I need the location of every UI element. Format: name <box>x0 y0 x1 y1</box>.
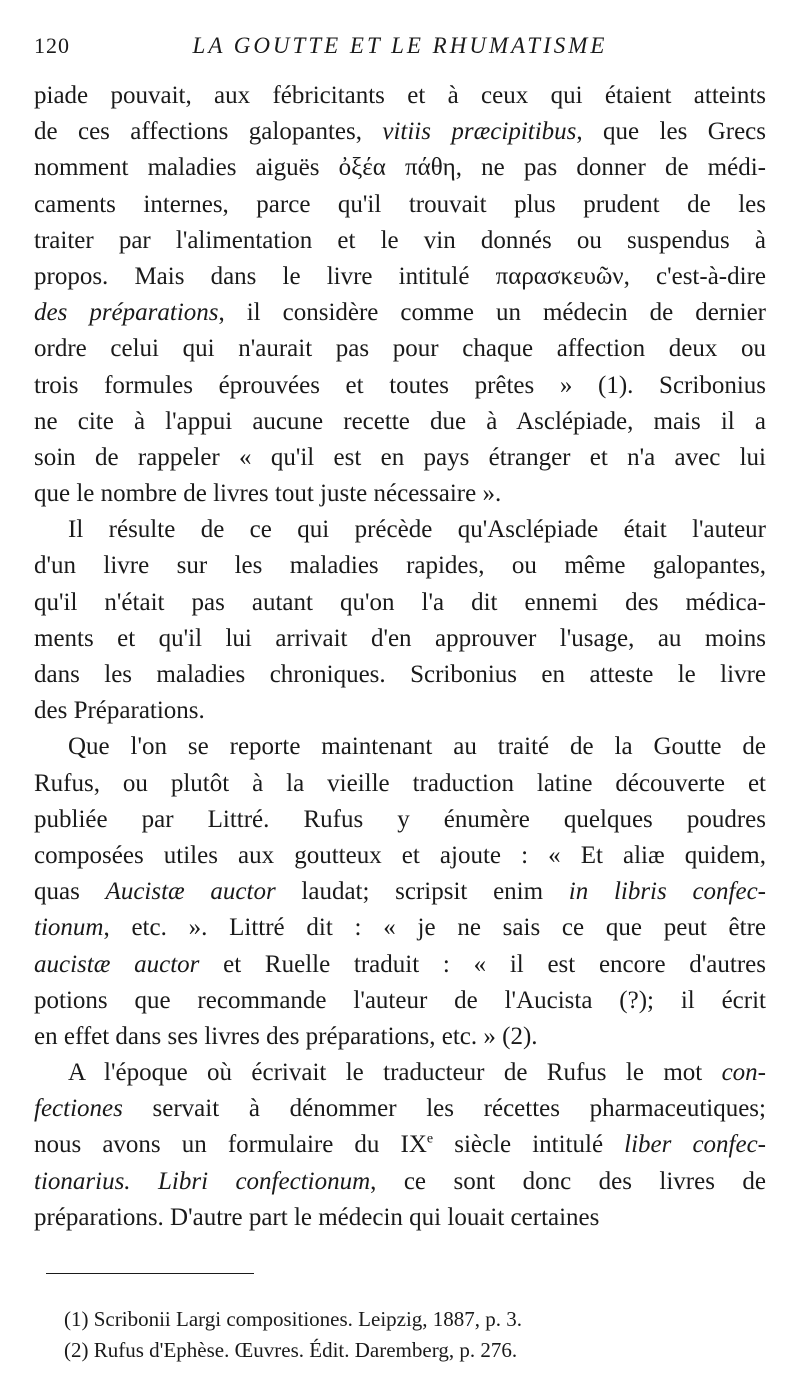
text-run: , ce sont donc des livres de <box>370 1167 766 1195</box>
text-run: Il résulte de ce qui précède qu'Asclépiade était l'auteur <box>68 516 766 544</box>
text-line <box>34 585 766 621</box>
text-run: composées utiles aux goutteux et ajoute : « Et aliæ quidem, <box>34 841 766 869</box>
text-line <box>34 947 766 983</box>
text-line <box>34 1127 766 1163</box>
text-run: traiter par l'alimentation et le vin donnés ou suspendus à <box>34 226 766 254</box>
text-line <box>34 910 766 946</box>
italic-text: Aucistæ auctor <box>105 878 276 906</box>
text-run: A l'époque où écrivait le traducteur de Rufus le mot <box>68 1059 722 1087</box>
text-run: soin de rappeler « qu'il est en pays étranger et n'a avec lui <box>34 443 766 471</box>
text-line <box>34 512 766 548</box>
text-run: publiée par Littré. Rufus y énumère quelques poudres <box>34 805 766 833</box>
text-line <box>34 548 766 584</box>
footnote-text: Rufus d'Ephèse. Œuvres. Édit. Daremberg, p. 276. <box>93 1338 518 1362</box>
text-run: ments et qu'il lui arrivait d'en approuver l'usage, au moins <box>34 624 766 652</box>
text-run: trois formules éprouvées et toutes prêtes » (1). Scribonius <box>34 371 766 399</box>
footnote-mark: (1) <box>64 1307 89 1331</box>
text-run: nomment maladies aiguës ὀξέα πάθη, ne pas donner de médi- <box>34 154 766 182</box>
text-run: que le nombre de livres tout juste nécessaire ». <box>34 480 502 508</box>
paragraph <box>34 729 766 1055</box>
text-line <box>34 1055 766 1091</box>
paragraph <box>34 512 766 729</box>
text-line <box>34 729 766 765</box>
footnote <box>64 1335 522 1366</box>
footnote-rule <box>46 1273 254 1274</box>
body-text <box>34 78 766 1236</box>
italic-text: vitiis præcipitibus <box>382 118 577 146</box>
text-line <box>34 78 766 114</box>
page-header <box>34 28 766 64</box>
text-run: dans les maladies chroniques. Scribonius en atteste le livre <box>34 661 766 688</box>
text-line <box>34 404 766 440</box>
footnotes <box>64 1304 522 1366</box>
footnote <box>64 1304 522 1335</box>
text-run: , etc. ». Littré dit : « je ne sais ce que peut être <box>103 914 766 942</box>
text-run: caments internes, parce qu'il trouvait plus prudent de les <box>34 190 766 218</box>
italic-text: con- <box>721 1059 766 1087</box>
text-line <box>34 621 766 657</box>
text-run: d'un livre sur les maladies rapides, ou même galopantes, <box>34 552 766 580</box>
text-run: , il considère comme un médecin de dernier <box>218 299 766 327</box>
text-line <box>34 440 766 476</box>
text-run: ordre celui qui n'aurait pas pour chaque affection deux ou <box>34 335 766 363</box>
text-run: IX <box>400 1131 427 1159</box>
text-line <box>34 187 766 223</box>
text-run: préparations. D'autre part le médecin qui louait certaines <box>34 1203 600 1231</box>
text-run: qu'il n'était pas autant qu'on l'a dit ennemi des médica- <box>34 588 766 616</box>
text-run: et Ruelle traduit : « il est encore d'autres <box>199 950 766 978</box>
text-run: ne cite à l'appui aucune recette due à Asclépiade, mais il a <box>34 407 766 435</box>
text-run: potions que recommande l'auteur de l'Aucista (?); il écrit <box>34 986 766 1014</box>
text-line <box>34 114 766 150</box>
paragraph <box>34 78 766 512</box>
text-line <box>34 766 766 802</box>
text-run: siècle intitulé <box>433 1131 625 1159</box>
footnote-mark: (2) <box>64 1338 89 1362</box>
superscript-text: e <box>426 1132 434 1148</box>
text-run: laudat; scripsit enim <box>275 878 569 906</box>
italic-text: tionum <box>34 914 104 942</box>
italic-text: tionarius. Libri confectionum <box>34 1167 371 1195</box>
text-run: Rufus, ou plutôt à la vieille traduction latine découverte et <box>34 769 766 797</box>
text-run: quas <box>34 878 106 906</box>
text-run: piade pouvait, aux fébricitants et à ceux qui étaient atteints <box>34 82 766 109</box>
text-line <box>34 368 766 404</box>
text-line <box>34 802 766 838</box>
text-run: propos. Mais dans le livre intitulé παρασκευῶν, c'est-à-dire <box>34 262 766 290</box>
text-line <box>34 150 766 186</box>
text-line <box>34 693 766 729</box>
text-run: de ces affections galopantes, <box>34 118 383 146</box>
italic-text: in libris confec- <box>568 878 766 906</box>
text-line <box>34 331 766 367</box>
page-number: 120 <box>34 33 70 58</box>
italic-text: fectiones <box>34 1095 123 1123</box>
text-line <box>34 838 766 874</box>
text-line <box>34 657 766 693</box>
text-run: en effet dans ses livres des préparations, etc. » (2). <box>34 1022 538 1050</box>
text-run: nous avons un formulaire du <box>34 1131 401 1159</box>
text-line <box>34 476 766 512</box>
text-line <box>34 223 766 259</box>
text-line <box>34 983 766 1019</box>
italic-text: des préparations <box>34 299 219 327</box>
running-title: LA GOUTTE ET LE RHUMATISME <box>192 33 608 58</box>
text-run: servait à dénommer les récettes pharmaceutiques; <box>122 1095 766 1123</box>
italic-text: aucistæ auctor <box>34 950 200 978</box>
text-line <box>34 1019 766 1055</box>
text-line <box>34 1091 766 1127</box>
text-line <box>34 295 766 331</box>
text-run: , que les Grecs <box>576 118 766 146</box>
text-line <box>34 259 766 295</box>
text-run: des Préparations. <box>34 697 205 725</box>
footnote-text: Scribonii Largi compositiones. Leipzig, 1887, p. 3. <box>93 1307 523 1331</box>
italic-text: liber confec- <box>624 1131 766 1159</box>
text-line <box>34 1200 766 1236</box>
text-run: Que l'on se reporte maintenant au traité de la Goutte de <box>68 733 766 761</box>
text-line <box>34 874 766 910</box>
paragraph <box>34 1055 766 1236</box>
text-line <box>34 1164 766 1200</box>
